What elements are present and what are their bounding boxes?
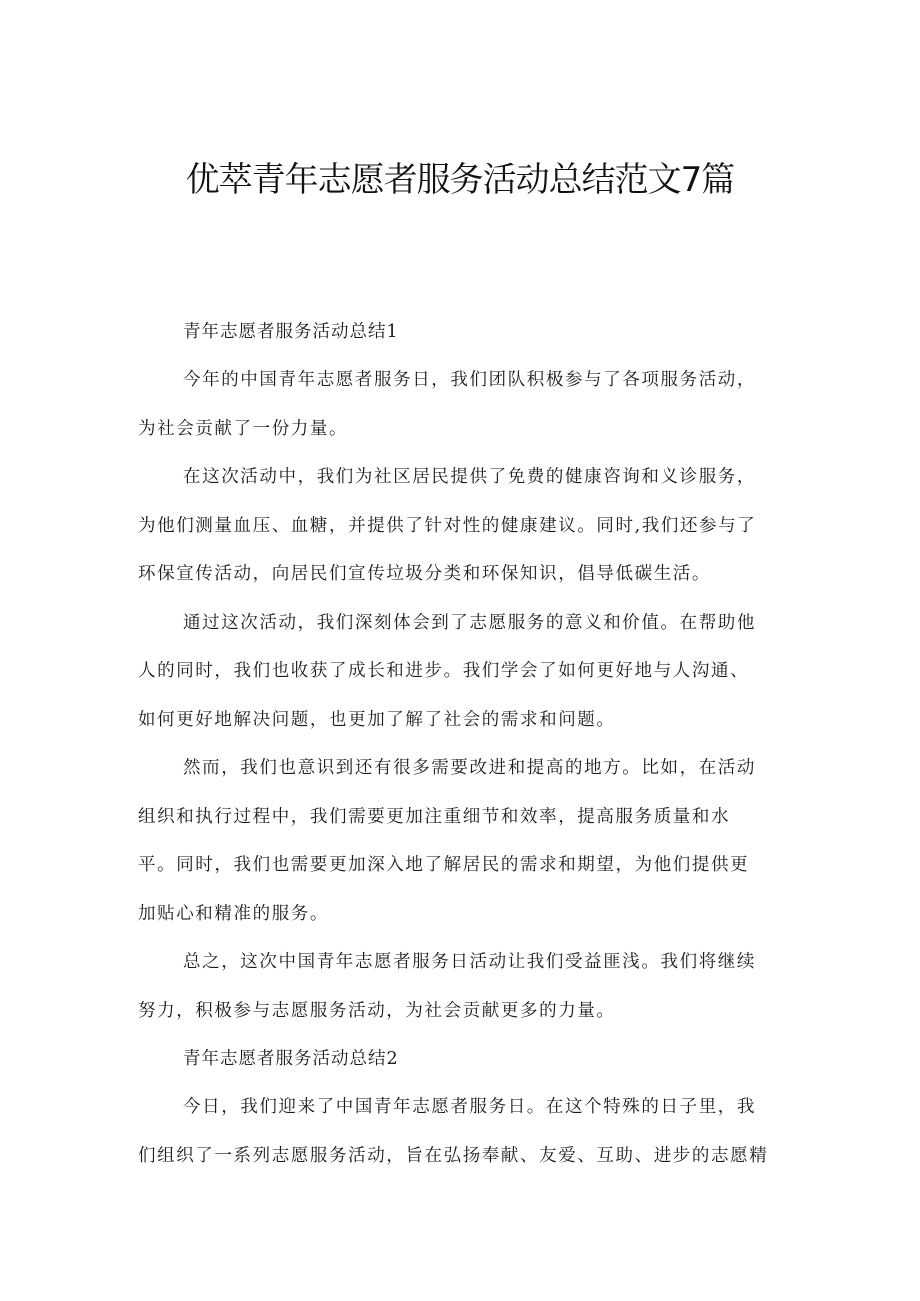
text-line: 如何更好地解决问题，也更加了解了社会的需求和问题。 [138, 709, 616, 730]
text-line: 今日，我们迎来了中国青年志愿者服务日。在这个特殊的日子里，我 [183, 1097, 756, 1117]
paragraph [138, 599, 790, 745]
paragraph [138, 1083, 790, 1180]
paragraph [138, 744, 790, 938]
document-body [138, 308, 790, 1180]
text-line: 总之，这次中国青年志愿者服务日活动让我们受益匪浅。我们将继续 [183, 952, 756, 972]
text-line: 们组织了一系列志愿服务活动，旨在弘扬奉献、友爱、互助、进步的志愿精 [138, 1145, 769, 1166]
paragraph [138, 938, 790, 1035]
text-line: 在这次活动中，我们为社区居民提供了免费的健康咨询和义诊服务， [183, 467, 756, 487]
document-title: 优萃青年志愿者服务活动总结范文7篇 [185, 160, 735, 200]
text-line: 加贴心和精准的服务。 [138, 903, 329, 924]
paragraph [138, 356, 790, 453]
text-line: 环保宣传活动，向居民们宣传垃圾分类和环保知识，倡导低碳生活。 [138, 564, 711, 584]
text-line: 人的同时，我们也收获了成长和进步。我们学会了如何更好地与人沟通、 [138, 661, 750, 681]
text-line: 为社会贡献了一份力量。 [138, 418, 349, 439]
text-line: 组织和执行过程中，我们需要更加注重细节和效率，提高服务质量和水 [138, 806, 731, 827]
text-line: 努力，积极参与志愿服务活动，为社会贡献更多的力量。 [138, 1000, 616, 1021]
paragraph [138, 453, 790, 599]
section-heading: 青年志愿者服务活动总结1 [183, 322, 399, 342]
text-line: 通过这次活动，我们深刻体会到了志愿服务的意义和价值。在帮助他 [183, 612, 756, 633]
section-heading: 青年志愿者服务活动总结2 [183, 1049, 399, 1069]
text-line: 今年的中国青年志愿者服务日，我们团队积极参与了各项服务活动， [183, 370, 756, 390]
text-line: 平。同时，我们也需要更加深入地了解居民的需求和期望，为他们提供更 [138, 855, 750, 875]
text-line: 为他们测量血压、血糖，并提供了针对性的健康建议。同时,我们还参与了 [138, 515, 757, 536]
text-line: 然而，我们也意识到还有很多需要改进和提高的地方。比如，在活动 [183, 758, 756, 778]
